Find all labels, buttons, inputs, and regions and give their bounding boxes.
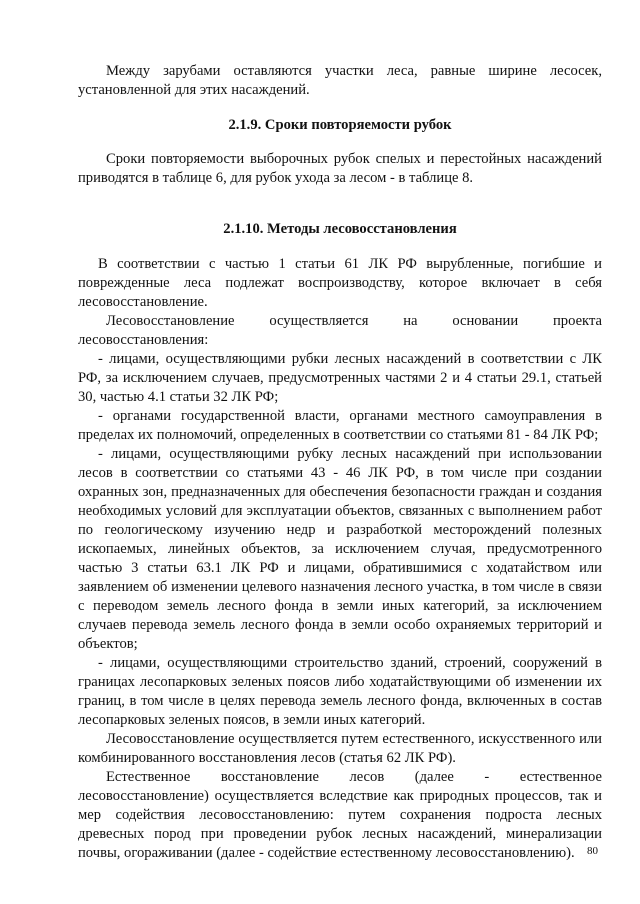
section-paragraph: Сроки повторяемости выборочных рубок спелых и перестойных насаждений приводятся в таблице 6, для рубок ухода за лесом - в таблице 8. bbox=[78, 151, 602, 186]
section-heading-block bbox=[78, 220, 602, 239]
page-number: 80 bbox=[587, 845, 598, 857]
list-item: - лицами, осуществляющими строительство зданий, строений, сооружений в границах лесопарковых зеленых поясов либо ходатайствующими об изменении их границ, в том числе в целях перевода земель лесного фонда, включенных в состав лесопарковых зеленых поясов, в земли иных категорий. bbox=[78, 655, 602, 728]
intro-paragraph: Между зарубами оставляются участки леса, равные ширине лесосек, установленной для этих насаждений. bbox=[78, 63, 602, 98]
intro-paragraph-block bbox=[78, 62, 602, 100]
section-heading-block bbox=[78, 116, 602, 135]
body-paragraph: В соответствии с частью 1 статьи 61 ЛК РФ вырубленные, погибшие и поврежденные леса подлежат воспроизводству, которое включает в себя лесовосстановление. bbox=[78, 256, 602, 310]
section-paragraph-block bbox=[78, 150, 602, 188]
section-heading-2-1-10: 2.1.10. Методы лесовосстановления bbox=[223, 221, 457, 237]
list-item: - лицами, осуществляющими рубку лесных насаждений при использовании лесов в соответствии со статьями 43 - 46 ЛК РФ, в том числе при создании охранных зон, предназначенных для обеспечения безопасности граждан и создания необходимых условий для эксплуатации объектов, связанных с выполнением работ по геологическому изучению недр и разработкой месторождений полезных ископаемых, линейных объектов, за исключением случая, предусмотренного частью 3 статьи 63.1 ЛК РФ и лицами, обратившимися с ходатайством или заявлением об изменении целевого назначения лесного участка, в том числе в связи с переводом земель лесного фонда в земли иных категорий, за исключением случаев перевода земель лесного фонда в земли особо охраняемых территорий и объектов; bbox=[78, 446, 602, 652]
list-item: - органами государственной власти, органами местного самоуправления в пределах их полномочий, определенных в соответствии со статьями 81 - 84 ЛК РФ; bbox=[78, 408, 602, 443]
body-paragraph: Лесовосстановление осуществляется на основании проекта лесовосстановления: bbox=[78, 313, 602, 348]
section-body bbox=[78, 255, 602, 863]
section-heading-2-1-9: 2.1.9. Сроки повторяемости рубок bbox=[228, 117, 452, 133]
body-paragraph: Естественное восстановление лесов (далее - естественное лесовосстановление) осуществляется вследствие как природных процессов, так и мер содействия лесовосстановлению: путем сохранения подроста лесных древесных пород при проведении рубок лесных насаждений, минерализации почвы, огораживании (далее - содействие естественному лесовосстановлению). bbox=[78, 769, 602, 861]
body-paragraph: Лесовосстановление осуществляется путем естественного, искусственного или комбинированного восстановления лесов (статья 62 ЛК РФ). bbox=[78, 731, 602, 766]
list-item: - лицами, осуществляющими рубки лесных насаждений в соответствии с ЛК РФ, за исключением случаев, предусмотренных частями 2 и 4 статьи 29.1, статьей 30, частью 4.1 статьи 32 ЛК РФ; bbox=[78, 351, 602, 405]
